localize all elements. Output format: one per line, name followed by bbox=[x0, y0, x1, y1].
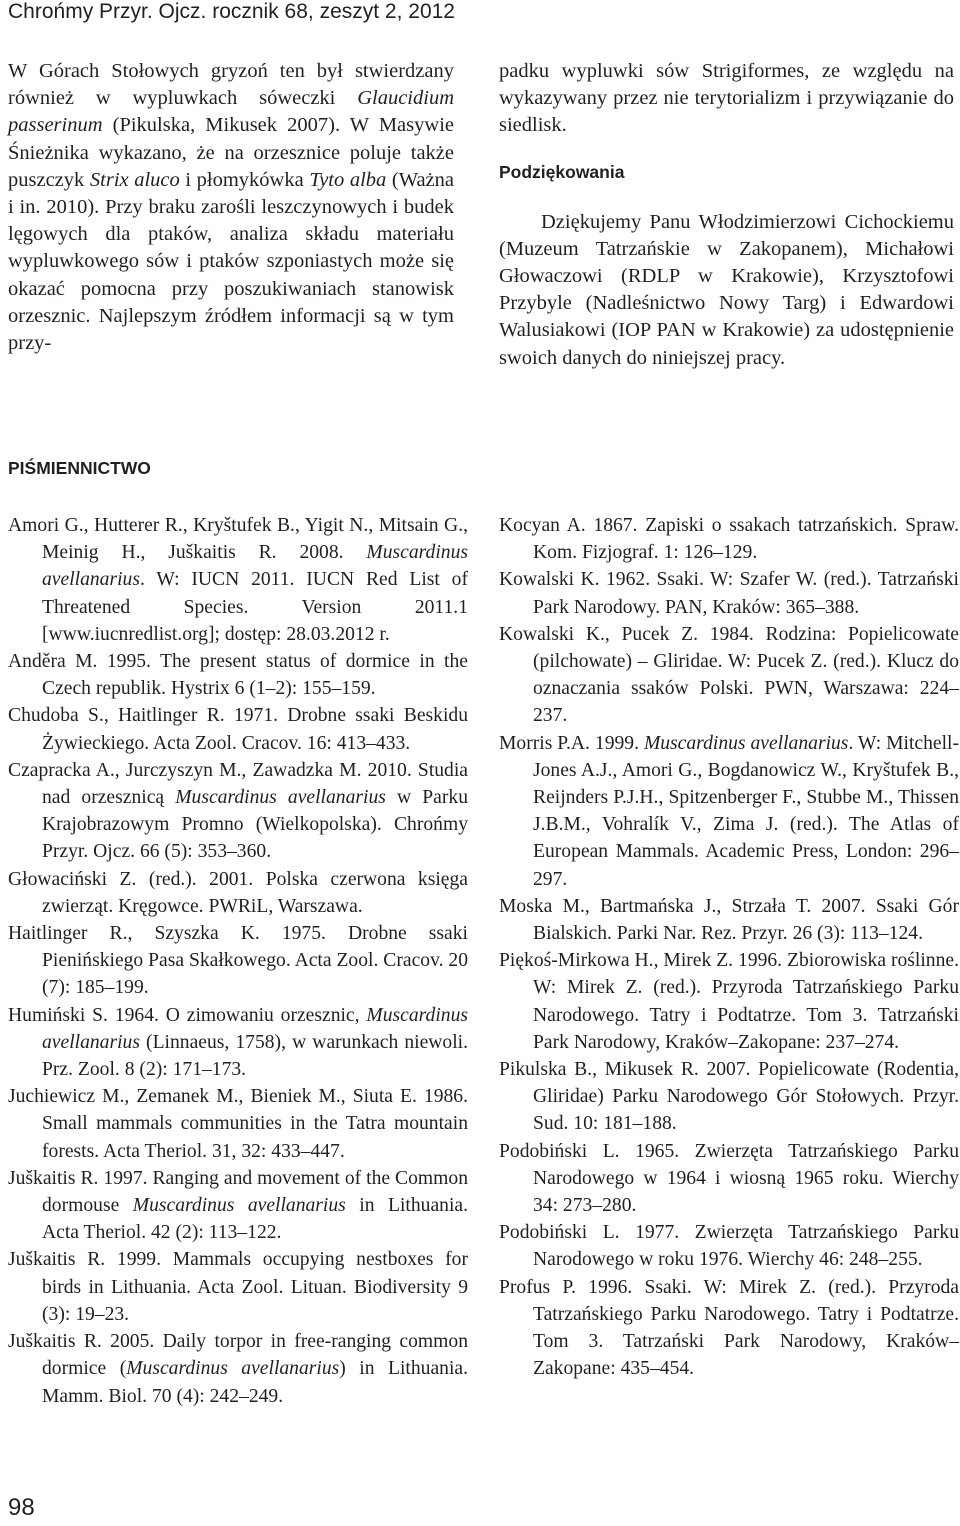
reference-entry: Głowaciński Z. (red.). 2001. Polska czerwona księga zwierząt. Kręgowce. PWRiL, Warszawa. bbox=[8, 868, 468, 917]
body-column-left bbox=[8, 58, 454, 357]
reference-entry: Kocyan A. 1867. Zapiski o ssakach tatrzańskich. Spraw. Kom. Fizjograf. 1: 126‒129. bbox=[499, 515, 959, 564]
reference-entry: Piękoś-Mirkowa H., Mirek Z. 1996. Zbiorowiska roślinne. W: Mirek Z. (red.). Przyroda Tatrzańskiego Parku Narodowego. Tatry i Podtatrze. Tom 3. Tatrzański Park Narodowy, Kraków‒Zakopane: 237‒274. bbox=[499, 950, 959, 1053]
reference-entry: Haitlinger R., Szyszka K. 1975. Drobne ssaki Pienińskiego Pasa Skałkowego. Acta Zool. Cracov. 20 (7): 185‒199. bbox=[8, 923, 468, 999]
acknowledgements-heading: Podziękowania bbox=[499, 161, 625, 182]
reference-entry: Podobiński L. 1965. Zwierzęta Tatrzańskiego Parku Narodowego w 1964 i wiosną 1965 roku. Wierchy 34: 273‒280. bbox=[499, 1140, 959, 1217]
reference-entry: Morris P.A. 1999. Muscardinus avellanarius. W: Mitchell-Jones A.J., Amori G., Bogdanowicz W., Kryštufek B., Reijnders P.J.H., Spitzenberger F., Stubbe M., Thissen J.B.M., Vohralík V., Zima J. (red.). The Atlas of European Mammals. Academic Press, London: 296‒297. bbox=[499, 732, 959, 890]
references-column-right bbox=[499, 512, 959, 1383]
reference-entry: Juchiewicz M., Zemanek M., Bieniek M., Siuta E. 1986. Small mammals communities in the Tatra mountain forests. Acta Theriol. 31, 32: 433‒447. bbox=[8, 1086, 468, 1162]
reference-entry: Juškaitis R. 1999. Mammals occupying nestboxes for birds in Lithuania. Acta Zool. Lituan. Biodiversity 9 (3): 19‒23. bbox=[8, 1249, 468, 1325]
reference-entry: Amori G., Hutterer R., Kryštufek B., Yigit N., Mitsain G., Meinig H., Juškaitis R. 2008. Muscardinus avellanarius. W: IUCN 2011. IUCN Red List of Threatened Species. Version 2011.1 [www.iucnredlist.org]; dostęp: 28.03.2012 r. bbox=[8, 515, 468, 645]
reference-entry: Pikulska B., Mikusek R. 2007. Popielicowate (Rodentia, Gliridae) Parku Narodowego Gór Stołowych. Przyr. Sud. 10: 181‒188. bbox=[499, 1059, 959, 1135]
running-head: Chrońmy Przyr. Ojcz. rocznik 68, zeszyt 2, 2012 bbox=[8, 0, 455, 23]
reference-entry: Moska M., Bartmańska J., Strzała T. 2007. Ssaki Gór Bialskich. Parki Nar. Rez. Przyr. 26 (3): 113‒124. bbox=[499, 895, 959, 945]
reference-entry: Humiński S. 1964. O zimowaniu orzesznic, Muscardinus avellanarius (Linnaeus, 1758), w warunkach niewoli. Prz. Zool. 8 (2): 171‒173. bbox=[8, 1004, 468, 1081]
body-column-right bbox=[499, 58, 954, 372]
reference-entry: Juškaitis R. 2005. Daily torpor in free-ranging common dormice (Muscardinus avellanarius) in Lithuania. Mamm. Biol. 70 (4): 242‒249. bbox=[8, 1331, 468, 1407]
reference-entry: Anděra M. 1995. The present status of dormice in the Czech republik. Hystrix 6 (1‒2): 155‒159. bbox=[8, 651, 468, 700]
references-column-left bbox=[8, 512, 468, 1410]
references-heading: PIŚMIENNICTWO bbox=[8, 458, 151, 478]
reference-entry: Kowalski K. 1962. Ssaki. W: Szafer W. (red.). Tatrzański Park Narodowy. PAN, Kraków: 365‒388. bbox=[499, 569, 959, 618]
reference-entry: Profus P. 1996. Ssaki. W: Mirek Z. (red.). Przyroda Tatrzańskiego Parku Narodowego. Tatry i Podtatrze. Tom 3. Tatrzański Park Narodowy, Kraków‒Zakopane: 435‒454. bbox=[499, 1276, 959, 1380]
body-paragraph-continued: padku wypluwki sów Strigiformes, ze względu na wykazywany przez nie terytorializm i przywiązanie do siedlisk. bbox=[499, 60, 954, 137]
reference-entry: Chudoba S., Haitlinger R. 1971. Drobne ssaki Beskidu Żywieckiego. Acta Zool. Cracov. 16: 413‒433. bbox=[8, 705, 468, 754]
reference-entry: Kowalski K., Pucek Z. 1984. Rodzina: Popielicowate (pilchowate) ‒ Gliridae. W: Pucek Z. (red.). Klucz do oznaczania ssaków Polski. PWN, Warszawa: 224‒237. bbox=[499, 623, 959, 727]
reference-entry: Czapracka A., Jurczyszyn M., Zawadzka M. 2010. Studia nad orzesznicą Muscardinus avellanarius w Parku Krajobrazowym Promno (Wielkopolska). Chrońmy Przyr. Ojcz. 66 (5): 353‒360. bbox=[8, 759, 468, 863]
body-paragraph: W Górach Stołowych gryzoń ten był stwierdzany również w wypluwkach sóweczki Glaucidium passerinum (Pikulska, Mikusek 2007). W Masywie Śnieżnika wykazano, że na orzesznice poluje także puszczyk Strix aluco i płomykówka Tyto alba (Ważna i in. 2010). Przy braku zarośli leszczynowych i budek lęgowych dla ptaków, analiza składu materiału wypluwkowego sów i ptaków szponiastych może się okazać pomocna przy poszukiwaniach stanowisk orzesznic. Najlepszym źródłem informacji są w tym przy- bbox=[8, 60, 454, 355]
acknowledgements-text: Dziękujemy Panu Włodzimierzowi Cichockiemu (Muzeum Tatrzańskie w Zakopanem), Michałowi Głowaczowi (RDLP w Krakowie), Krzysztofowi Przybyle (Nadleśnictwo Nowy Targ) i Edwardowi Walusiakowi (IOP PAN w Krakowie) za udostępnienie swoich danych do niniejszej pracy. bbox=[499, 210, 954, 369]
page-number: 98 bbox=[8, 1494, 35, 1521]
reference-entry: Podobiński L. 1977. Zwierzęta Tatrzańskiego Parku Narodowego w roku 1976. Wierchy 46: 248‒255. bbox=[499, 1222, 959, 1271]
reference-entry: Juškaitis R. 1997. Ranging and movement of the Common dormouse Muscardinus avellanarius in Lithuania. Acta Theriol. 42 (2): 113‒122. bbox=[8, 1167, 468, 1244]
